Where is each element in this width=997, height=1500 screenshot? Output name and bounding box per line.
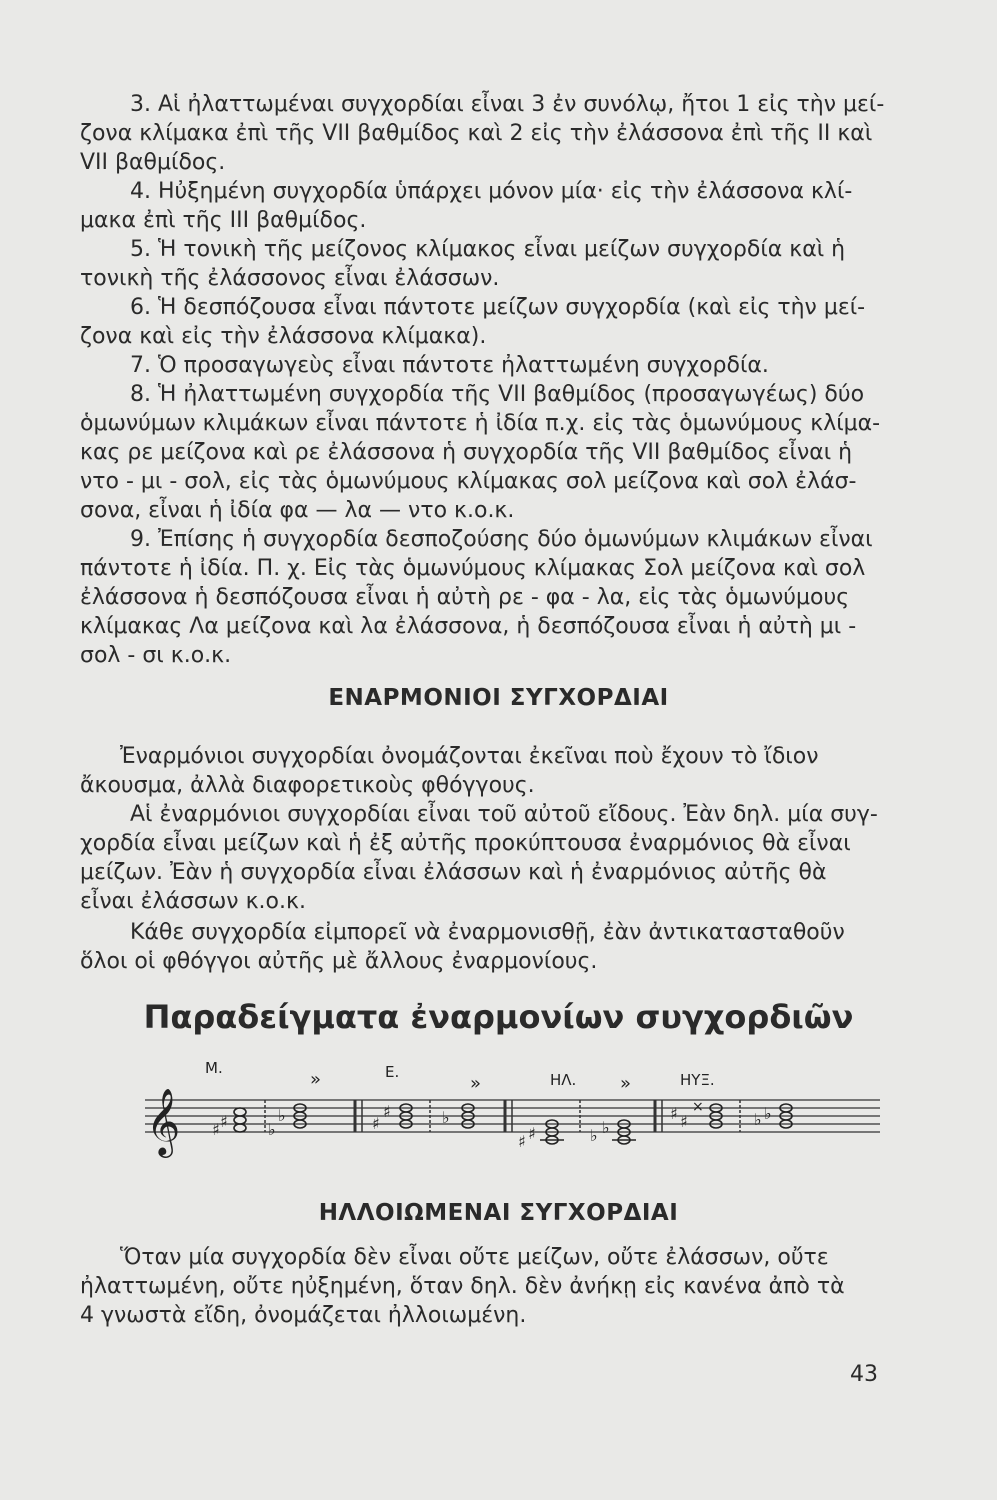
text-line: Ἐναρμόνιοι συγχορδίαι ὀνομάζονται ἐκεῖναι ποὺ ἔχουν τὸ ἴδιον <box>120 744 819 769</box>
sharp-icon: ♯ <box>220 1112 228 1131</box>
flat-icon: ♭ <box>764 1104 772 1123</box>
section-heading-enharmonic: ΕΝΑΡΜΟΝΙΟΙ ΣΥΓΧΟΡΔΙΑΙ <box>328 685 669 711</box>
sharp-icon: ♯ <box>212 1120 220 1139</box>
sharp-icon: ♯ <box>528 1124 536 1143</box>
text-line: 4 γνωστὰ εἴδη, ὀνομάζεται ἠλλοιωμένη. <box>80 1303 527 1328</box>
text-line: 8. Ἡ ἠλαττωμένη συγχορδία τῆς VII βαθμίδος (προσαγωγέως) δύο <box>130 382 865 407</box>
text-line: 9. Ἐπίσης ἡ συγχορδία δεσποζούσης δύο ὁμωνύμων κλιμάκων εἶναι <box>130 527 873 552</box>
flat-icon: ♭ <box>602 1118 610 1137</box>
item-8 <box>80 380 910 525</box>
text-line: Αἱ ἐναρμόνιοι συγχορδίαι εἶναι τοῦ αὐτοῦ εἴδους. Ἐὰν δηλ. μία συγ- <box>130 802 878 827</box>
sharp-icon: ♯ <box>680 1112 688 1131</box>
section-heading-altered: ΗΛΛΟΙΩΜΕΝΑΙ ΣΥΓΧΟΡΔΙΑΙ <box>318 1200 679 1226</box>
text-line: ντο - μι - σολ, εἰς τὰς ὁμωνύμους κλίμακας σολ μείζονα καὶ σολ ἐλάσ- <box>80 469 857 494</box>
text-line: ἠλαττωμένη, οὔτε ηὐξημένη, ὅταν δηλ. δὲν ἀνήκῃ εἰς κανένα ἀπὸ τὰ <box>80 1274 845 1299</box>
enharmonic-paragraph-2 <box>80 800 910 916</box>
text-line: 5. Ἡ τονικὴ τῆς μείζονος κλίμακος εἶναι μείζων συγχορδία καὶ ἡ <box>130 237 846 262</box>
text-line: 7. Ὁ προσαγωγεὺς εἶναι πάντοτε ἠλαττωμένη συγχορδία. <box>130 353 769 378</box>
sharp-icon: ♯ <box>518 1132 526 1151</box>
chord-label-augmented: ΗΥΞ. <box>680 1071 715 1089</box>
double-sharp-icon: × <box>692 1099 704 1115</box>
chord-5 <box>518 1120 564 1151</box>
sharp-icon: ♯ <box>372 1114 380 1133</box>
item-6 <box>80 293 910 351</box>
flat-icon: ♭ <box>278 1106 286 1125</box>
text-line: εἶναι ἐλάσσων κ.ο.κ. <box>80 889 306 914</box>
text-line: πάντοτε ἡ ἰδία. Π. χ. Εἰς τὰς ὁμωνύμους κλίμακας Σολ μείζονα καὶ σολ <box>80 556 866 581</box>
item-7 <box>80 351 910 380</box>
text-line: 3. Αἱ ἠλαττωμέναι συγχορδίαι εἶναι 3 ἐν συνόλῳ, ἤτοι 1 εἰς τὴν μεί- <box>130 92 885 117</box>
chord-label-diminished: ΗΛ. <box>550 1071 577 1089</box>
text-line: ὁμωνύμων κλιμάκων εἶναι πάντοτε ἡ ἰδία π.χ. εἰς τὰς ὁμωνύμους κλίμα- <box>80 411 881 436</box>
treble-clef-icon: 𝄞 <box>146 1087 181 1155</box>
arrow-1: » <box>310 1069 322 1090</box>
text-line: μακα ἐπὶ τῆς III βαθμίδος. <box>80 208 367 233</box>
flat-icon: ♭ <box>442 1108 450 1127</box>
text-line: 6. Ἡ δεσπόζουσα εἶναι πάντοτε μείζων συγχορδία (καὶ εἰς τὴν μεί- <box>130 295 866 320</box>
text-line: VII βαθμίδος. <box>80 150 226 175</box>
sharp-icon: ♯ <box>670 1104 678 1123</box>
item-5 <box>80 235 910 293</box>
text-line: Κάθε συγχορδία εἰμπορεῖ νὰ ἐναρμονισθῇ, ἐὰν ἀντικατασταθοῦν <box>130 920 845 945</box>
text-line: χορδία εἶναι μείζων καὶ ἡ ἐξ αὐτῆς προκύπτουσα ἐναρμόνιος θὰ εἶναι <box>80 831 851 856</box>
arrow-2: » <box>470 1073 482 1094</box>
text-line: σονα, εἶναι ἡ ἰδία φα — λα — ντο κ.ο.κ. <box>80 498 515 523</box>
item-3 <box>80 90 910 177</box>
text-line: σολ - σι κ.ο.κ. <box>80 643 232 668</box>
flat-icon: ♭ <box>754 1110 762 1129</box>
text-line: ἐλάσσονα ἡ δεσπόζουσα εἶναι ἡ αὐτὴ ρε - φα - λα, εἰς τὰς ὁμωνύμους <box>80 585 850 610</box>
enharmonic-paragraph-1 <box>80 742 910 800</box>
examples-title: Παραδείγματα ἐναρμονίων συγχορδιῶν <box>143 998 854 1036</box>
text-line: ἄκουσμα, ἀλλὰ διαφορετικοὺς φθόγγους. <box>80 773 535 798</box>
flat-icon: ♭ <box>268 1120 276 1139</box>
item-4 <box>80 177 910 235</box>
page-number: 43 <box>850 1362 878 1387</box>
text-line: κλίμακας Λα μείζονα καὶ λα ἐλάσσονα, ἡ δεσπόζουσα εἶναι ἡ αὐτὴ μι - <box>80 614 857 639</box>
chord-label-major: Μ. <box>205 1059 223 1077</box>
sharp-icon: ♯ <box>383 1102 391 1121</box>
text-line: ζονα κλίμακα ἐπὶ τῆς VII βαθμίδος καὶ 2 εἰς τὴν ἐλάσσονα ἐπὶ τῆς II καὶ <box>80 121 873 146</box>
text-line: τονικὴ τῆς ἐλάσσονος εἶναι ἐλάσσων. <box>80 266 500 291</box>
text-line: Ὅταν μία συγχορδία δὲν εἶναι οὔτε μείζων, οὔτε ἐλάσσων, οὔτε <box>120 1245 829 1270</box>
chord-3 <box>372 1102 412 1133</box>
chord-label-minor: Ε. <box>385 1063 400 1081</box>
text-line: ζονα καὶ εἰς τὴν ἐλάσσονα κλίμακα). <box>80 324 487 349</box>
arrow-3: » <box>620 1073 632 1094</box>
flat-icon: ♭ <box>590 1126 598 1145</box>
enharmonic-paragraph-3 <box>80 918 910 976</box>
chord-7 <box>670 1099 722 1131</box>
music-staff <box>140 1055 900 1165</box>
chord-2 <box>268 1104 306 1139</box>
altered-paragraph <box>80 1243 910 1330</box>
text-line: 4. Ηὐξημένη συγχορδία ὑπάρχει μόνον μία· εἰς τὴν ἐλάσσονα κλί- <box>130 179 853 204</box>
text-line: ὅλοι οἱ φθόγγοι αὐτῆς μὲ ἄλλους ἐναρμονίους. <box>80 949 598 974</box>
item-9 <box>80 525 910 670</box>
text-line: κας ρε μείζονα καὶ ρε ἐλάσσονα ἡ συγχορδία τῆς VII βαθμίδος εἶναι ἡ <box>80 440 853 465</box>
text-line: μείζων. Ἐὰν ἡ συγχορδία εἶναι ἐλάσσων καὶ ἡ ἐναρμόνιος αὐτῆς θὰ <box>80 860 827 885</box>
